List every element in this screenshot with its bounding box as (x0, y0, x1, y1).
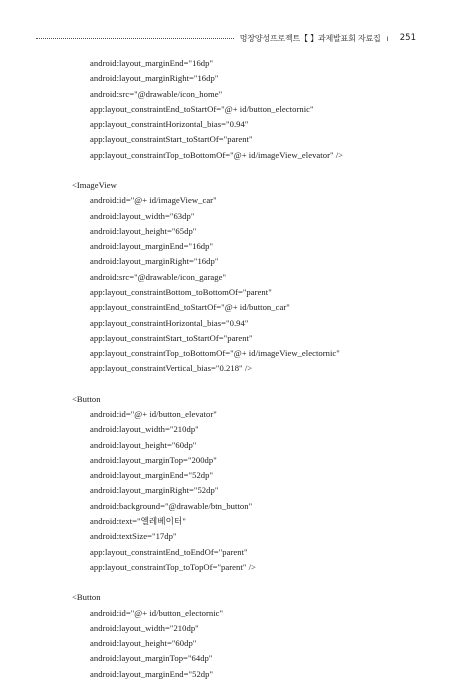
code-line: android:text="엘레베이터" (90, 515, 186, 526)
code-line: app:layout_constraintTop_toTopOf="parent" /> (90, 561, 256, 572)
code-line: android:layout_marginRight="16dp" (90, 73, 219, 84)
blank-line (72, 377, 432, 392)
code-line: app:layout_constraintStart_toStartOf="parent" (90, 134, 253, 145)
page-number: 251 (399, 33, 416, 43)
code-line: app:layout_constraintVertical_bias="0.218" /> (90, 363, 253, 374)
code-line: app:layout_constraintEnd_toStartOf="@+ id/button_electornic" (90, 103, 314, 114)
code-line: app:layout_constraintEnd_toStartOf="@+ id/button_car" (90, 302, 290, 313)
code-line: android:src="@drawable/icon_garage" (90, 271, 227, 282)
blank-line (72, 163, 432, 178)
code-line: android:id="@+ id/imageView_car" (90, 195, 217, 206)
code-line: <Button (72, 592, 101, 603)
code-line: <ImageView (72, 180, 117, 191)
code-line: android:layout_marginTop="64dp" (90, 653, 213, 664)
code-line: android:src="@drawable/icon_home" (90, 88, 223, 99)
header-separator: ı (386, 33, 389, 43)
code-line: android:layout_marginEnd="16dp" (90, 241, 214, 252)
code-line: android:layout_marginTop="200dp" (90, 454, 217, 465)
code-line: android:id="@+ id/button_electornic" (90, 607, 224, 618)
header-dotted-leader (36, 38, 234, 39)
code-line: app:layout_constraintHorizontal_bias="0.94" (90, 317, 249, 328)
code-line: android:layout_height="60dp" (90, 439, 197, 450)
code-line: android:background="@drawable/btn_button" (90, 500, 253, 511)
code-line: android:layout_marginEnd="52dp" (90, 470, 214, 481)
code-line: android:layout_width="210dp" (90, 622, 199, 633)
page-header (36, 31, 416, 45)
code-line: app:layout_constraintTop_toBottomOf="@+ id/imageView_elevator" /> (90, 149, 344, 160)
code-line: android:layout_marginRight="52dp" (90, 485, 219, 496)
code-listing (72, 56, 432, 682)
code-line: <Button (72, 393, 101, 404)
code-line: android:layout_marginRight="16dp" (90, 256, 219, 267)
code-line: android:layout_height="60dp" (90, 638, 197, 649)
code-line: app:layout_constraintBottom_toBottomOf="parent" (90, 286, 272, 297)
blank-line (72, 575, 432, 590)
code-line: app:layout_constraintTop_toBottomOf="@+ id/imageView_electornic" (90, 348, 340, 359)
code-line: android:layout_width="63dp" (90, 210, 195, 221)
code-line: android:layout_marginEnd="16dp" (90, 58, 214, 68)
code-line: android:layout_marginEnd="52dp" (90, 668, 214, 679)
header-title: 멍장양성프로젝트【 】과제발표회 자료집 (239, 33, 381, 43)
code-line: app:layout_constraintHorizontal_bias="0.94" (90, 119, 249, 130)
code-line: app:layout_constraintStart_toStartOf="parent" (90, 332, 253, 343)
code-line: android:textSize="17dp" (90, 531, 177, 542)
code-line: app:layout_constraintEnd_toEndOf="parent" (90, 546, 248, 557)
code-line: android:layout_width="210dp" (90, 424, 199, 435)
code-line: android:layout_height="65dp" (90, 225, 197, 236)
code-line: android:id="@+ id/button_elevator" (90, 409, 217, 420)
